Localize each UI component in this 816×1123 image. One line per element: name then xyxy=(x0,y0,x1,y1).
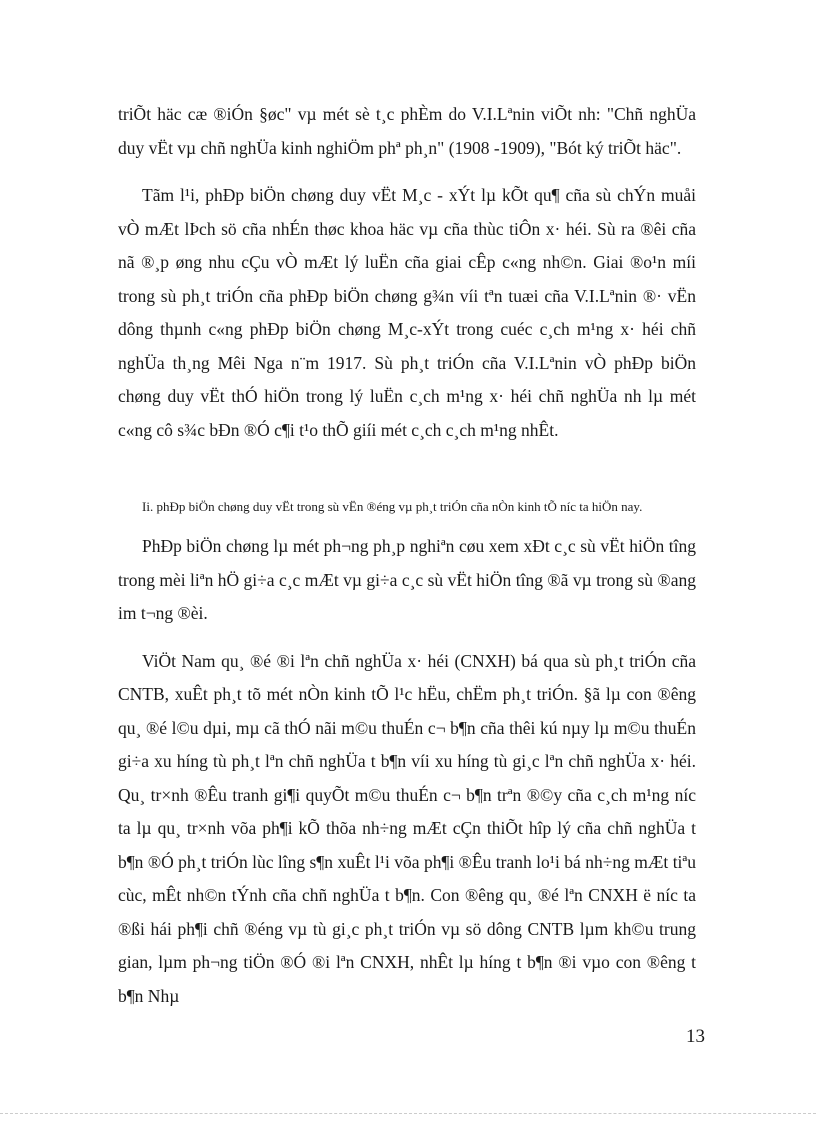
page-number: 13 xyxy=(686,1026,705,1047)
section-heading: Ii. phÐp biÖn chøng duy vËt trong sù vËn ®éng vµ ph¸t triÓn cña nÒn kinh tÕ níc ta hiÖn nay. xyxy=(142,499,643,514)
paragraph-continuation: triÕt häc cæ ®iÓn §øc" vµ mét sè t¸c phÈm do V.I.Lªnin viÕt nh: "Chñ nghÜa duy vËt vµ chñ nghÜa kinh nghiÖm phª ph¸n" (1908 -1909), "Bót ký triÕt häc". xyxy=(118,104,696,158)
body-text xyxy=(118,98,696,1013)
page-bottom-divider xyxy=(0,1113,816,1114)
paragraph-dialectics-definition: PhÐp biÖn chøng lµ mét ph¬ng ph¸p nghiªn cøu xem xÐt c¸c sù vËt hiÖn tîng trong mèi liªn hÖ gi÷a c¸c mÆt vµ gi÷a c¸c sù vËt hiÖn tîng ®ã vµ trong sù ®ang im t¬ng ®èi. xyxy=(118,536,696,623)
paragraph-summary: Tãm l¹i, phÐp biÖn chøng duy vËt M¸c - xÝt lµ kÕt qu¶ cña sù chÝn muåi vÒ mÆt lÞch sö cña nhÉn thøc khoa häc vµ cña thùc tiÔn x· héi. Sù ra ®êi cña nã ®¸p øng nhu cÇu vÒ mÆt lý luËn cña giai cÊp c«ng nh©n. Giai ®o¹n míi trong sù ph¸t triÓn cña phÐp biÖn chøng g¾n víi tªn tuæi cña V.I.Lªnin ®· vËn dông thµnh c«ng phÐp biÖn chøng M¸c-xÝt trong cuéc c¸ch m¹ng x· héi chñ nghÜa th¸ng Mêi Nga n¨m 1917. Sù ph¸t triÓn cña V.I.Lªnin vÒ phÐp biÖn chøng duy vËt thÓ hiÖn trong lý luËn c¸ch m¹ng x· héi chñ nghÜa nh lµ mét c«ng cô s¾c bÐn ®Ó c¶i t¹o thÕ giíi mét c¸ch c¸ch m¹ng nhÊt. xyxy=(118,185,696,440)
paragraph-vietnam-transition: ViÖt Nam qu¸ ®é ®i lªn chñ nghÜa x· héi (CNXH) bá qua sù ph¸t triÓn cña CNTB, xuÊt ph¸t tõ mét nÒn kinh tÕ l¹c hËu, chËm ph¸t triÓn. §ã lµ con ®êng qu¸ ®é l©u dµi, mµ cã thÓ nãi m©u thuÉn c¬ b¶n cña thêi kú nµy lµ m©u thuÉn gi÷a xu híng tù ph¸t lªn chñ nghÜa t b¶n víi xu híng tù gi¸c lªn chñ nghÜa x· héi. Qu¸ tr×nh ®Êu tranh gi¶i quyÕt m©u thuÉn c¬ b¶n trªn ®©y cña c¸ch m¹ng níc ta lµ qu¸ tr×nh võa ph¶i kÕ thõa nh÷ng mÆt cÇn thiÕt hîp lý cña chñ nghÜa t b¶n ®Ó ph¸t triÓn lùc lîng s¶n xuÊt l¹i võa ph¶i ®Êu tranh lo¹i bá nh÷ng mÆt tiªu cùc, mÊt nh©n tÝnh cña chñ nghÜa t b¶n. Con ®êng qu¸ ®é lªn CNXH ë níc ta ®ßi hái ph¶i chñ ®éng vµ tù gi¸c ph¸t triÓn vµ sö dông CNTB lµm kh©u trung gian, lµm ph¬ng tiÖn ®Ó ®i lªn CNXH, nhÊt lµ híng t b¶n ®i vµo con ®êng t b¶n Nhµ xyxy=(118,650,696,1006)
